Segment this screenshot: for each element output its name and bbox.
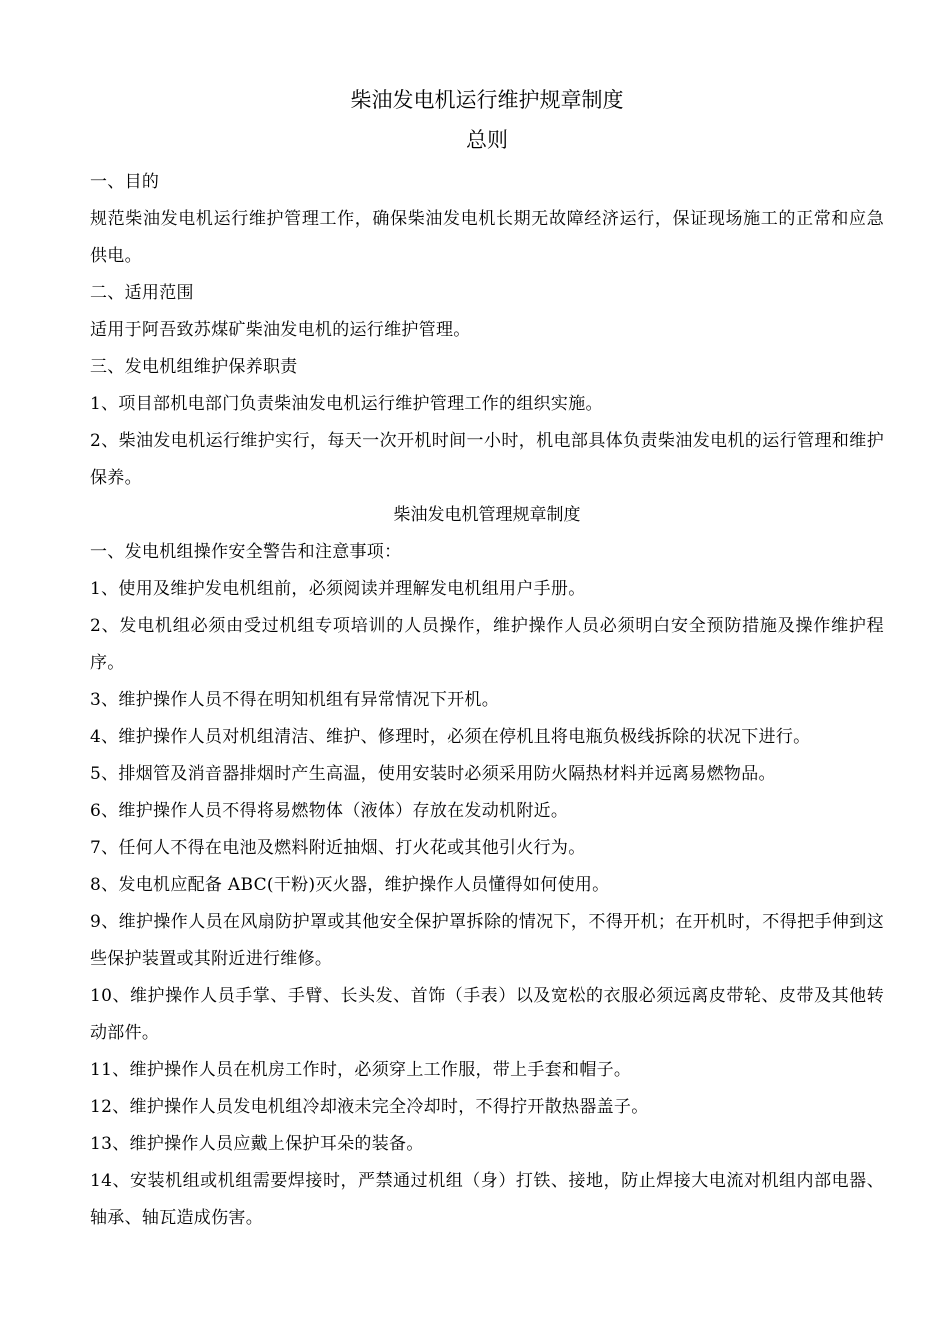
safety-item: 13、维护操作人员应戴上保护耳朵的装备。 xyxy=(90,1134,424,1154)
section-text-scope: 适用于阿吾致苏煤矿柴油发电机的运行维护管理。 xyxy=(90,320,471,340)
document-title: 柴油发电机运行维护规章制度 xyxy=(350,88,624,112)
safety-item: 11、维护操作人员在机房工作时，必须穿上工作服，带上手套和帽子。 xyxy=(90,1060,632,1080)
safety-item: 2、发电机组必须由受过机组专项培训的人员操作，维护操作人员必须明白安全预防措施及操作维护程序。 xyxy=(90,616,884,673)
document-subtitle: 总则 xyxy=(466,128,508,152)
section-heading-duties: 三、发电机组维护保养职责 xyxy=(90,357,298,377)
safety-item: 5、排烟管及消音器排烟时产生高温，使用安装时必须采用防火隔热材料并远离易燃物品。 xyxy=(90,764,776,784)
safety-item: 14、安装机组或机组需要焊接时，严禁通过机组（身）打铁、接地，防止焊接大电流对机组内部电器、轴承、轴瓦造成伤害。 xyxy=(90,1171,884,1228)
document-page xyxy=(90,80,884,1237)
safety-item: 7、任何人不得在电池及燃料附近抽烟、打火花或其他引火行为。 xyxy=(90,838,586,858)
safety-item: 12、维护操作人员发电机组冷却液未完全冷却时，不得拧开散热器盖子。 xyxy=(90,1097,649,1117)
safety-item: 1、使用及维护发电机组前，必须阅读并理解发电机组用户手册。 xyxy=(90,579,586,599)
safety-item: 9、维护操作人员在风扇防护罩或其他安全保护罩拆除的情况下，不得开机；在开机时，不得把手伸到这些保护装置或其附近进行维修。 xyxy=(90,912,884,969)
safety-item: 4、维护操作人员对机组清洁、维护、修理时，必须在停机且将电瓶负极线拆除的状况下进行。 xyxy=(90,727,811,747)
duty-item-2: 2、柴油发电机运行维护实行，每天一次开机时间一小时，机电部具体负责柴油发电机的运行管理和维护保养。 xyxy=(90,431,884,488)
management-title: 柴油发电机管理规章制度 xyxy=(393,505,581,525)
safety-item: 6、维护操作人员不得将易燃物体（液体）存放在发动机附近。 xyxy=(90,801,569,821)
duty-item-1: 1、项目部机电部门负责柴油发电机运行维护管理工作的组织实施。 xyxy=(90,394,603,414)
safety-item: 3、维护操作人员不得在明知机组有异常情况下开机。 xyxy=(90,690,500,710)
section-heading-purpose: 一、目的 xyxy=(90,172,160,192)
safety-item: 10、维护操作人员手掌、手臂、长头发、首饰（手表）以及宽松的衣服必须远离皮带轮、皮带及其他转动部件。 xyxy=(90,986,884,1043)
section-heading-scope: 二、适用范围 xyxy=(90,283,194,303)
section-text-purpose: 规范柴油发电机运行维护管理工作，确保柴油发电机长期无故障经济运行，保证现场施工的正常和应急供电。 xyxy=(90,209,884,266)
management-heading: 一、发电机组操作安全警告和注意事项： xyxy=(90,542,402,562)
safety-item: 8、发电机应配备 ABC(干粉)灭火器，维护操作人员懂得如何使用。 xyxy=(90,875,610,895)
